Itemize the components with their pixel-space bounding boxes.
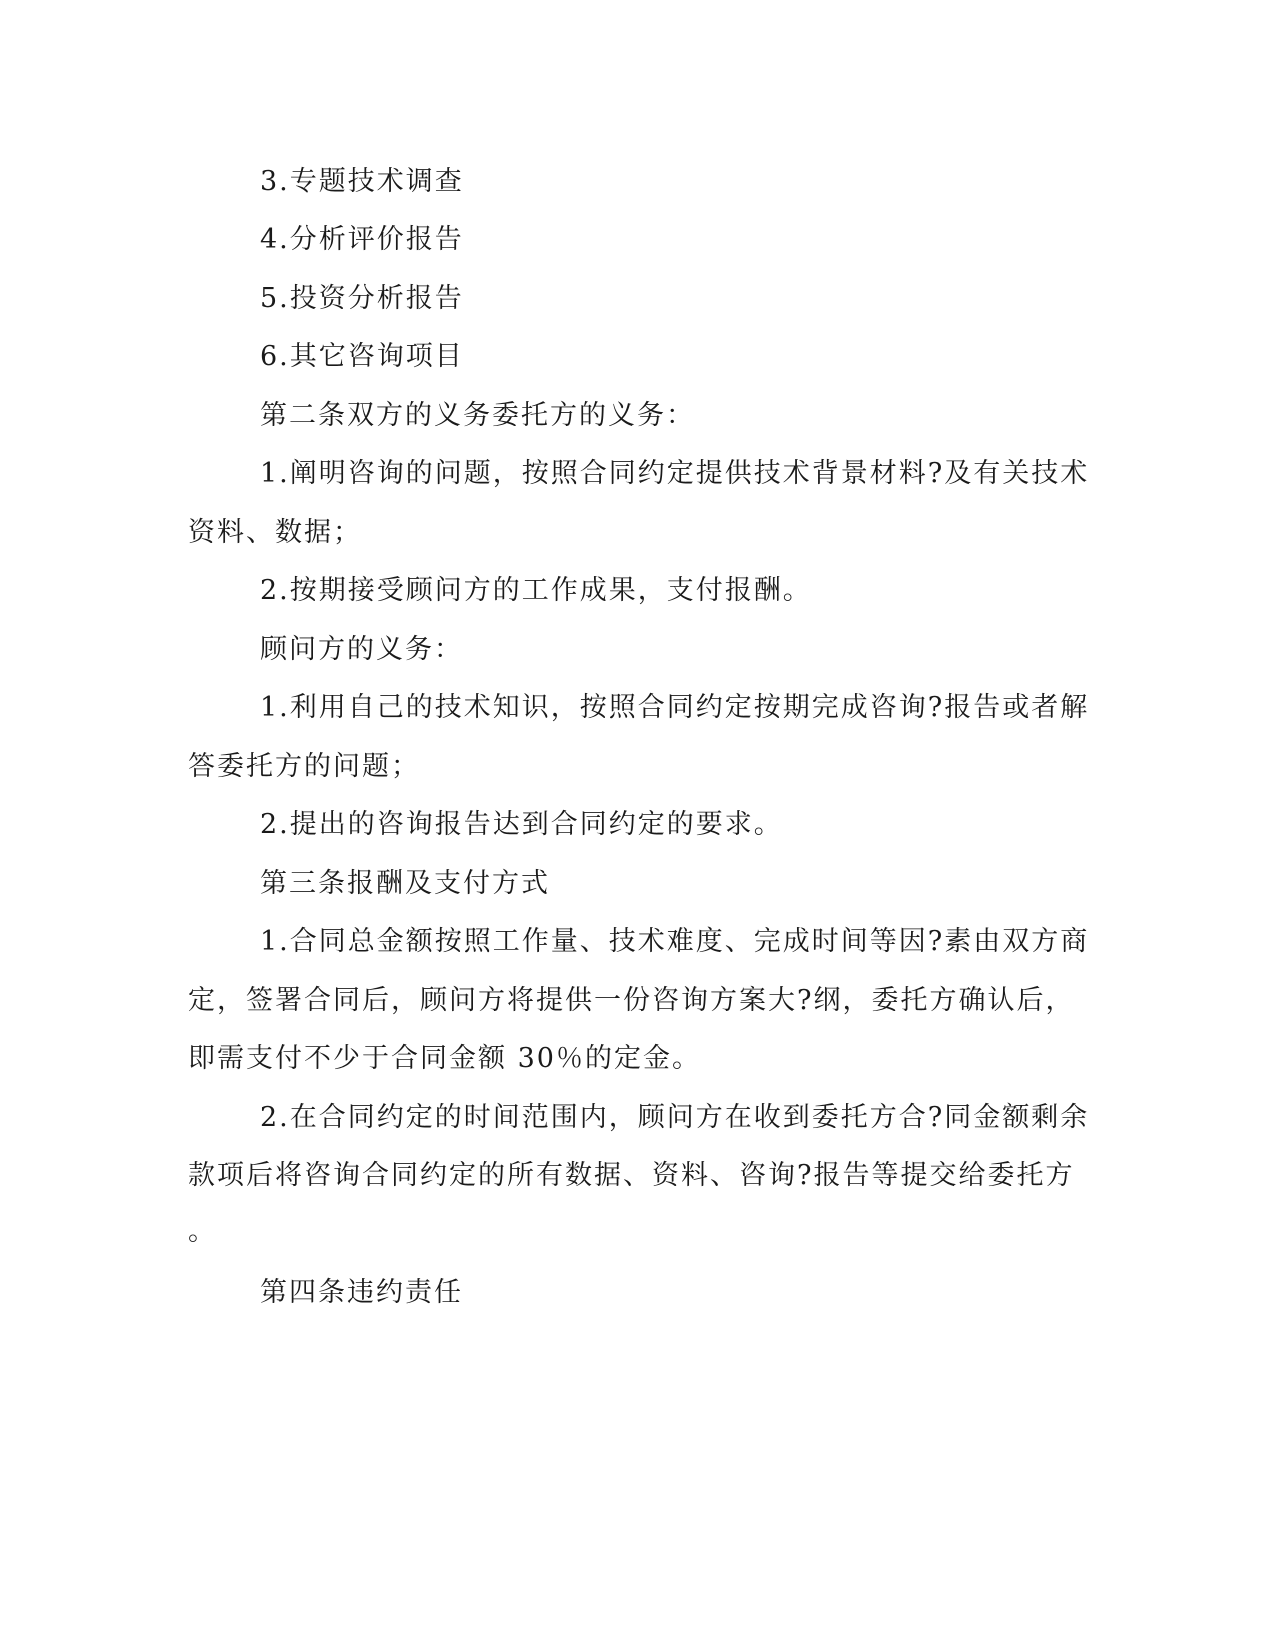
section-heading-4: 第四条违约责任 — [260, 1277, 463, 1308]
section-heading-2: 第二条双方的义务委托方的义务： — [260, 400, 695, 431]
paragraph-line: 。 — [188, 1216, 217, 1247]
subsection-heading: 顾问方的义务： — [260, 634, 463, 665]
paragraph-line: 2.提出的咨询报告达到合同约定的要求。 — [260, 809, 783, 840]
paragraph-line: 资料、数据； — [188, 517, 362, 548]
paragraph-line: 即需支付不少于合同金额 30％的定金。 — [188, 1043, 701, 1074]
list-item-5: 5.投资分析报告 — [260, 283, 464, 314]
paragraph-line: 款项后将咨询合同约定的所有数据、资料、咨询?报告等提交给委托方 — [188, 1160, 1075, 1191]
paragraph-line: 1.利用自己的技术知识，按照合同约定按期完成咨询?报告或者解 — [260, 692, 1090, 723]
section-heading-3: 第三条报酬及支付方式 — [260, 868, 550, 899]
paragraph-line: 2.按期接受顾问方的工作成果，支付报酬。 — [260, 575, 812, 606]
paragraph-line: 定，签署合同后，顾问方将提供一份咨询方案大?纲，委托方确认后， — [188, 985, 1075, 1016]
list-item-3: 3.专题技术调查 — [260, 166, 464, 197]
list-item-6: 6.其它咨询项目 — [260, 341, 464, 372]
list-item-4: 4.分析评价报告 — [260, 224, 464, 255]
paragraph-line: 2.在合同约定的时间范围内，顾问方在收到委托方合?同金额剩余 — [260, 1102, 1090, 1133]
paragraph-line: 1.合同总金额按照工作量、技术难度、完成时间等因?素由双方商 — [260, 926, 1090, 957]
paragraph-line: 1.阐明咨询的问题，按照合同约定提供技术背景材料?及有关技术 — [260, 458, 1090, 489]
paragraph-line: 答委托方的问题； — [188, 751, 420, 782]
